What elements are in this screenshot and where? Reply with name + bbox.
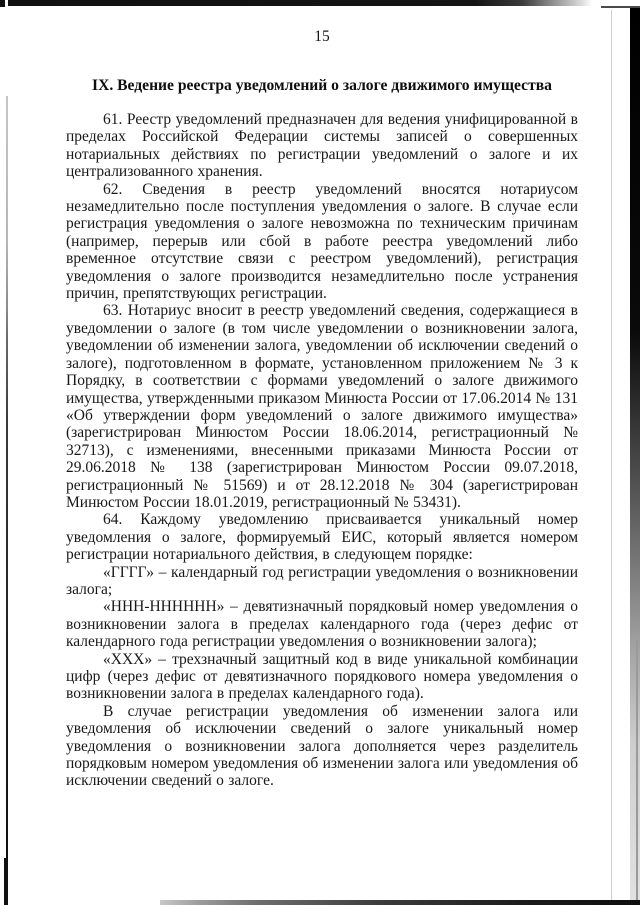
scan-artifact-top-left-blob	[0, 0, 5, 7]
paragraph-64-item-serial: «ННН-НННННН» – девятизначный порядковый номер уведомления о возникновении залога в пределах календарного года (через дефис от календарного года регистрации уведомления о возникновении залога);	[66, 598, 578, 651]
scan-artifact-bottom-edge-bar	[160, 900, 640, 905]
scan-artifact-top-right-line	[601, 6, 640, 8]
paragraph-64-item-code: «ХХХ» – трехзначный защитный код в виде уникальной комбинации цифр (через дефис от девятизначного порядкового номера уведомления о возникновении залога в пределах календарного года).	[66, 650, 578, 703]
body-text	[66, 111, 578, 790]
scan-artifact-right-edge-thin-line	[636, 640, 638, 905]
paragraph-62: 62. Сведения в реестр уведомлений вносятся нотариусом незамедлительно после поступления уведомления о залоге. В случае если регистрация уведомления о залоге невозможна по техническим причинам (например, перерыв или сбой в работе реестра уведомлений либо временное отсутствие связи с реестром уведомлений), регистрация уведомления о залоге производится незамедлительно после устранения причин, препятствующих регистрации.	[66, 180, 578, 303]
paragraph-64-item-year: «ГГГГ» – календарный год регистрации уведомления о возникновении залога;	[66, 563, 578, 598]
paragraph-64-final: В случае регистрации уведомления об изменении залога или уведомления об исключении сведений о залоге уникальный номер уведомления о возникновении залога дополняется через разделитель порядковым номером уведомления об изменении залога или уведомления об исключении сведений о залоге.	[66, 702, 578, 790]
scan-artifact-page-edge-shadow	[611, 10, 612, 905]
paragraph-64: 64. Каждому уведомлению присваивается уникальный номер уведомления о залоге, формируемый ЕИС, который является номером регистрации нотариального действия, в следующем порядке:	[66, 511, 578, 564]
document-content	[66, 0, 578, 790]
paragraph-61: 61. Реестр уведомлений предназначен для ведения унифицированной в пределах Российской Федерации системы записей о совершенных нотариальных действиях по регистрации уведомлений о залоге и их централизованного хранения.	[66, 111, 578, 181]
section-heading: IX. Ведение реестра уведомлений о залоге движимого имущества	[92, 77, 552, 94]
paragraph-63: 63. Нотариус вносит в реестр уведомлений сведения, содержащиеся в уведомлении о залоге (в том числе уведомлении о возникновении залога, уведомлении об изменении залога, уведомлении об исключении сведений о залоге), подготовленном в формате, установленном приложением № 3 к Порядку, в соответствии с формами уведомлений о залоге движимого имущества, утвержденными приказом Минюста России от 17.06.2014 № 131 «Об утверждении форм уведомлений о залоге движимого имущества» (зарегистрирован Минюстом России 18.06.2014, регистрационный № 32713), с изменениями, внесенными приказами Минюста России от 29.06.2018 № 138 (зарегистрирован Минюстом России 09.07.2018, регистрационный № 51569) и от 28.12.2018 № 304 (зарегистрирован Минюстом России 18.01.2019, регистрационный № 53431).	[66, 302, 578, 511]
scan-artifact-left-bottom-blob	[4, 858, 8, 905]
scan-artifact-right-edge-bar	[630, 8, 640, 905]
page-number: 15	[314, 28, 330, 45]
scan-artifact-left-edge-line	[6, 96, 8, 905]
